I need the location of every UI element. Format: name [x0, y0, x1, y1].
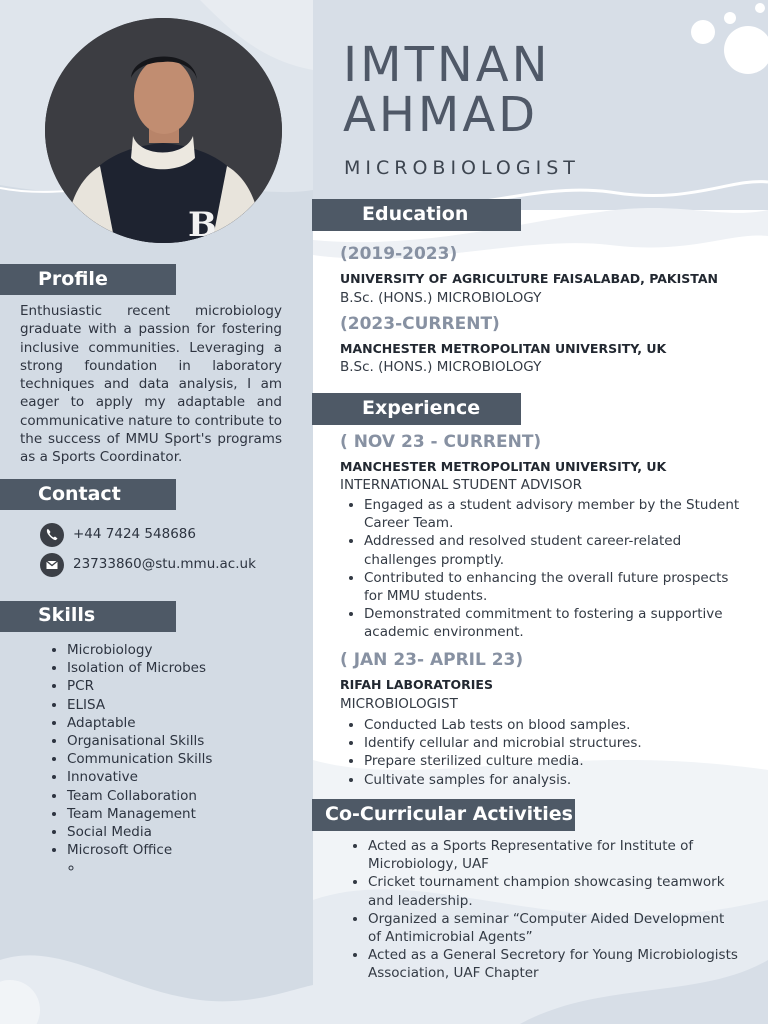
email-icon [40, 553, 64, 577]
email-address[interactable]: 23733860@stu.mmu.ac.uk [73, 556, 256, 572]
skill-item: • PCR [67, 677, 212, 695]
skill-item: • Team Management [67, 805, 212, 823]
co-curricular-item: • Cricket tournament champion showcasing teamwork and leadership. [368, 873, 740, 909]
last-name: AHMAD [343, 87, 539, 143]
experience-role-2: MICROBIOLOGIST [340, 696, 458, 712]
education-heading-band [312, 199, 521, 231]
job-title: MICROBIOLOGIST [344, 157, 580, 179]
experience-heading-band [312, 393, 521, 425]
experience-bullet: • Engaged as a student advisory member by the Student Career Team. [364, 496, 744, 532]
experience-organization-2: RIFAH LABORATORIES [340, 677, 493, 692]
skills-list [47, 641, 212, 878]
experience-dates-2: ( JAN 23- APRIL 23) [340, 650, 524, 670]
phone-icon [40, 523, 64, 547]
co-curricular-item: • Organized a seminar “Computer Aided Development of Antimicrobial Agents” [368, 910, 740, 946]
skill-item: • Microsoft Office ◦ [67, 841, 212, 877]
profile-photo [45, 18, 282, 243]
svg-text:B: B [188, 205, 217, 243]
skill-item: • Team Collaboration [67, 787, 212, 805]
skills-heading: Skills [38, 604, 96, 626]
candidate-name [343, 37, 551, 143]
skills-heading-band [0, 601, 176, 632]
contact-heading: Contact [38, 483, 121, 505]
skill-item: • Innovative [67, 768, 212, 786]
skill-item: • Adaptable [67, 714, 212, 732]
profile-heading-band [0, 264, 176, 295]
experience-bullet: • Contributed to enhancing the overall future prospects for MMU students. [364, 569, 744, 605]
first-name: IMTNAN [343, 37, 551, 93]
experience-bullets-1 [340, 496, 744, 642]
experience-dates-1: ( NOV 23 - CURRENT) [340, 432, 542, 452]
avatar-illustration [45, 18, 282, 243]
education-degree-2: B.Sc. (HONS.) MICROBIOLOGY [340, 359, 542, 375]
profile-heading: Profile [38, 268, 108, 290]
phone-number[interactable]: +44 7424 548686 [73, 526, 196, 542]
experience-bullet: • Identify cellular and microbial structures. [364, 734, 744, 752]
experience-role-1: INTERNATIONAL STUDENT ADVISOR [340, 477, 582, 493]
skill-item: • Communication Skills [67, 750, 212, 768]
experience-organization-1: MANCHESTER METROPOLITAN UNIVERSITY, UK [340, 459, 667, 474]
co-curricular-list [344, 837, 740, 983]
education-heading: Education [362, 203, 469, 225]
co-curricular-item: • Acted as a General Secretory for Young Microbiologists Association, UAF Chapter [368, 946, 740, 982]
skill-item: • Microbiology [67, 641, 212, 659]
education-institution-2: MANCHESTER METROPOLITAN UNIVERSITY, UK [340, 341, 667, 356]
experience-bullet: • Cultivate samples for analysis. [364, 771, 744, 789]
skill-item: • Organisational Skills [67, 732, 212, 750]
experience-bullet: • Addressed and resolved student career-related challenges promptly. [364, 532, 744, 568]
co-curricular-heading-band [312, 799, 575, 831]
experience-bullet: • Demonstrated commitment to fostering a supportive academic environment. [364, 605, 744, 641]
contact-heading-band [0, 479, 176, 510]
empty-sub-item [84, 859, 212, 877]
co-curricular-item: • Acted as a Sports Representative for Institute of Microbiology, UAF [368, 837, 740, 873]
experience-bullets-2 [340, 716, 744, 789]
skill-item: • Isolation of Microbes [67, 659, 212, 677]
experience-bullet: • Prepare sterilized culture media. [364, 752, 744, 770]
profile-summary: Enthusiastic recent microbiology graduate with a passion for fostering inclusive communities. Leveraging a strong foundation in laboratory techniques and data analysis, I am eager to apply my adaptable and communicative nature to contribute to the success of MMU Sport's programs as a Sports Coordinator. [20, 303, 282, 466]
experience-heading: Experience [362, 397, 481, 419]
education-degree-1: B.Sc. (HONS.) MICROBIOLOGY [340, 290, 542, 306]
co-curricular-heading: Co-Curricular Activities [325, 803, 573, 825]
empty-sub-list [67, 859, 212, 877]
skill-item: • ELISA [67, 696, 212, 714]
skill-item: • Social Media [67, 823, 212, 841]
experience-bullet: • Conducted Lab tests on blood samples. [364, 716, 744, 734]
education-institution-1: UNIVERSITY OF AGRICULTURE FAISALABAD, PAKISTAN [340, 271, 718, 286]
education-dates-1: (2019-2023) [340, 244, 458, 264]
education-dates-2: (2023-CURRENT) [340, 314, 500, 334]
